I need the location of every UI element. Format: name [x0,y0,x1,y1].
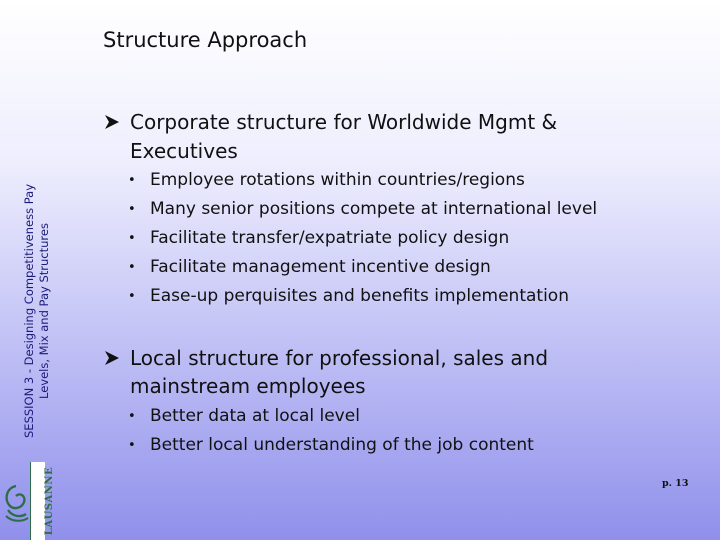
arrow-right-icon [104,114,120,130]
unil-swirl-logo-icon [2,480,30,524]
list-item-text: Better data at local level [150,406,360,426]
bullet-dot-icon: • [128,260,136,275]
session-caption [22,161,72,461]
list-item-text: Employee rotations within countries/regions [150,170,525,190]
bullet-dot-icon: • [128,409,136,424]
list-item-text: Better local understanding of the job content [150,435,534,455]
list-item-text: Facilitate transfer/expatriate policy design [150,228,510,248]
bullet-dot-icon: • [128,173,136,188]
section-heading-line2: mainstream employees [130,374,366,398]
bullet-dot-icon: • [128,202,136,217]
arrow-right-icon [104,350,120,366]
bullet-dot-icon: • [128,289,136,304]
list-item-text: Facilitate management incentive design [150,257,491,277]
bullet-dot-icon: • [128,438,136,453]
slide-title: Structure Approach [103,28,308,52]
session-caption-line1: SESSION 3 - Designing Competitiveness Pay [22,184,36,438]
university-logo [0,462,55,540]
section-heading-line1: Local structure for professional, sales and [130,346,549,370]
list-item-text: Many senior positions compete at international level [150,199,598,219]
section-heading-line1: Corporate structure for Worldwide Mgmt & [130,110,558,134]
bullet-dot-icon: • [128,231,136,246]
page-number: p. 13 [662,478,689,489]
session-caption-line2: Levels, Mix and Pay Structures [37,223,51,399]
list-item-text: Ease-up perquisites and benefits implementation [150,286,569,306]
section-heading-line2: Executives [130,139,238,163]
logo-band [30,462,45,540]
logo-wordmark: LAUSANNE [44,466,55,536]
